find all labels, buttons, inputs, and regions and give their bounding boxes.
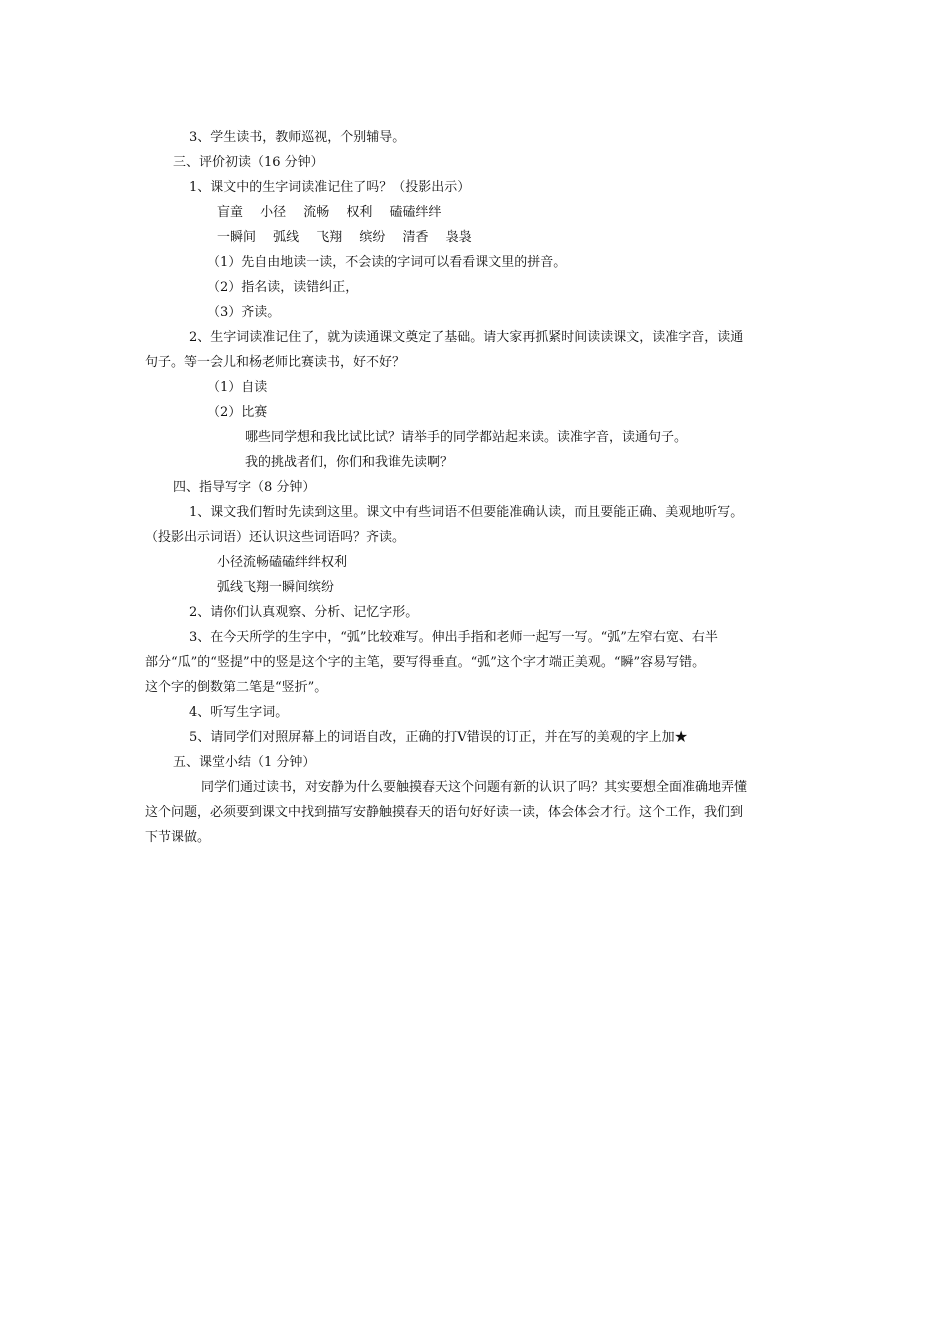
writing-word-row-1: 小径流畅磕磕绊绊权利	[217, 555, 348, 570]
section-5-heading: 五、课堂小结（1 分钟）	[173, 755, 316, 770]
writing-item-2: 2、请你们认真观察、分析、记忆字形。	[189, 605, 419, 620]
writing-item-3-cont-1: 部分“瓜”的“竖提”中的竖是这个字的主笔，要写得垂直。“弧”这个字才端正美观。“瞬”容易写错。	[145, 655, 706, 670]
writing-item-5: 5、请同学们对照屏幕上的词语自改，正确的打Ⅴ错误的订正，并在写的美观的字上加★	[189, 730, 688, 745]
writing-item-4: 4、听写生字词。	[189, 705, 289, 720]
sub-item-contest: （2）比赛	[207, 405, 268, 420]
summary-paragraph-1: 同学们通过读书，对安静为什么要触摸春天这个问题有新的认识了吗？其实要想全面准确地弄懂	[201, 780, 748, 795]
contest-text-1: 哪些同学想和我比试比试？请举手的同学都站起来读。读准字音，读通句子。	[245, 430, 688, 445]
item-2-paragraph: 2、生字词读准记住了，就为读通课文奠定了基础。请大家再抓紧时间读读课文，读准字音，读通	[189, 330, 744, 345]
word-list-row-2: 一瞬间 弧线 飞翔 缤纷 清香 袅袅	[217, 230, 472, 245]
summary-paragraph-3: 下节课做。	[145, 830, 211, 845]
word-list-row-1: 盲童 小径 流畅 权利 磕磕绊绊	[217, 205, 442, 220]
writing-item-3: 3、在今天所学的生字中，“弧”比较难写。伸出手指和老师一起写一写。“弧”左窄右宽、右半	[189, 630, 718, 645]
sub-item-2: （2）指名读，读错纠正，	[207, 280, 359, 295]
writing-item-1: 1、课文我们暂时先读到这里。课文中有些词语不但要能准确认读，而且要能正确、美观地听写。	[189, 505, 744, 520]
step-3-students-read: 3、学生读书，教师巡视，个别辅导。	[189, 130, 406, 145]
contest-text-2: 我的挑战者们，你们和我谁先读啊？	[245, 455, 454, 470]
section-4-heading: 四、指导写字（8 分钟）	[173, 480, 316, 495]
writing-word-row-2: 弧线飞翔一瞬间缤纷	[217, 580, 335, 595]
item-1-new-words: 1、课文中的生字词读准记住了吗？（投影出示）	[189, 180, 471, 195]
sub-item-1: （1）先自由地读一读，不会读的字词可以看看课文里的拼音。	[207, 255, 567, 270]
writing-item-3-cont-2: 这个字的倒数第二笔是“竖折”。	[145, 680, 328, 695]
section-3-heading: 三、评价初读（16 分钟）	[173, 155, 324, 170]
writing-item-1-cont: （投影出示词语）还认识这些词语吗？齐读。	[145, 530, 406, 545]
sub-item-3: （3）齐读。	[207, 305, 281, 320]
summary-paragraph-2: 这个问题，必须要到课文中找到描写安静触摸春天的语句好好读一读，体会体会才行。这个工作，我们到	[145, 805, 744, 820]
sub-item-self-read: （1）自读	[207, 380, 268, 395]
item-2-paragraph-cont: 句子。等一会儿和杨老师比赛读书，好不好？	[145, 355, 406, 370]
